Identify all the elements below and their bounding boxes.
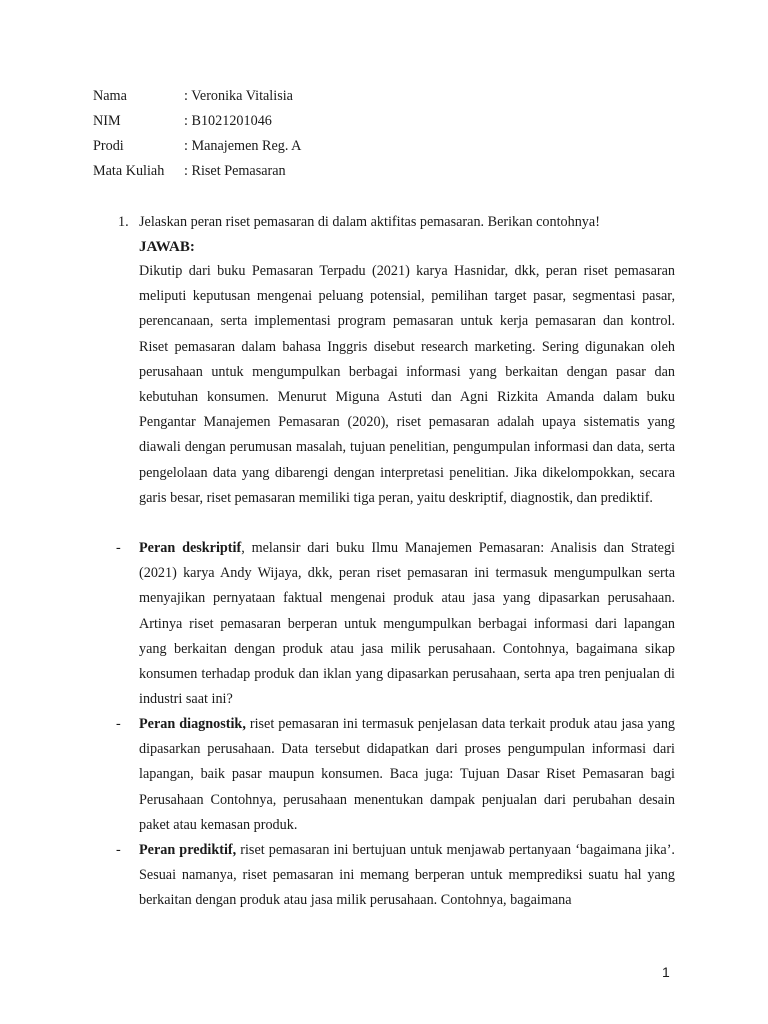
info-label: Nama — [93, 88, 127, 104]
question-text: Jelaskan peran riset pemasaran di dalam aktifitas pemasaran. Berikan contohnya! — [139, 214, 600, 230]
list-bullet: - — [116, 540, 121, 556]
list-item-diagnostik — [139, 712, 675, 838]
list-item-term: Peran prediktif, — [139, 842, 237, 858]
answer-intro-paragraph: Dikutip dari buku Pemasaran Terpadu (2021) karya Hasnidar, dkk, peran riset pemasaran meliputi keputusan mengenai peluang potensial, pemilihan target pasar, segmentasi pasar, perencanaan, serta implementasi program pemasaran untuk kerja pemasaran dan kontrol. Riset pemasaran dalam bahasa Inggris disebut research marketing. Sering digunakan oleh perusahaan untuk mengumpulkan berbagai informasi yang berkaitan dengan pasar dan kebutuhan konsumen. Menurut Miguna Astuti dan Agni Rizkita Amanda dalam buku Pengantar Manajemen Pemasaran (2020), riset pemasaran adalah upaya sistematis yang diawali dengan perumusan masalah, tujuan penelitian, pengumpulan informasi dan data, serta pengelolaan data yang dibarengi dengan interpretasi penelitian. Jika dikelompokkan, secara garis besar, riset pemasaran memiliki tiga peran, yaitu deskriptif, diagnostik, dan prediktif. — [139, 263, 675, 506]
list-bullet: - — [116, 842, 121, 858]
list-bullet: - — [116, 716, 121, 732]
student-info — [93, 86, 301, 186]
info-label: Mata Kuliah — [93, 163, 165, 179]
list-item-text: riset pemasaran ini bertujuan untuk menjawab pertanyaan ‘bagaimana jika’. Sesuai namanya, riset pemasaran ini memang berperan untuk memprediksi suatu hal yang berkaitan dengan produk atau jasa milik perusahaan. Contohnya, bagaimana — [139, 842, 675, 909]
info-row-nim — [93, 111, 301, 136]
answer-heading: JAWAB: — [139, 239, 195, 255]
info-value: : Veronika Vitalisia — [184, 88, 293, 104]
list-item-prediktif — [139, 838, 675, 914]
info-row-prodi — [93, 136, 301, 161]
list-item-term: Peran deskriptif — [139, 540, 242, 556]
info-label: Prodi — [93, 138, 124, 154]
info-label: NIM — [93, 113, 121, 129]
page-number: 1 — [662, 964, 670, 980]
question-number: 1. — [118, 214, 129, 230]
list-item-text: riset pemasaran ini termasuk penjelasan data terkait produk atau jasa yang dipasarkan perusahaan. Data tersebut didapatkan dari proses pengumpulan informasi dari lapangan, baik pasar maupun konsumen. Baca juga: Tujuan Dasar Riset Pemasaran bagi Perusahaan Contohnya, perusahaan menentukan dampak penjualan dari perubahan desain paket atau kemasan produk. — [139, 716, 676, 833]
list-item-text: , melansir dari buku Ilmu Manajemen Pemasaran: Analisis dan Strategi (2021) karya Andy Wijaya, dkk, peran riset pemasaran ini termasuk mengumpulkan serta menyajikan pernyataan faktual mengenai produk atau jasa yang dipasarkan perusahaan. Artinya riset pemasaran berperan untuk mengumpulkan berbagai informasi dari lapangan yang berkaitan dengan produk atau jasa milik perusahaan. Contohnya, bagaimana sikap konsumen terhadap produk dan iklan yang dipasarkan perusahaan, serta apa tren penjualan di industri saat ini? — [139, 540, 675, 708]
info-value: : Riset Pemasaran — [184, 163, 286, 179]
info-row-mata-kuliah — [93, 161, 301, 186]
list-item-term: Peran diagnostik, — [139, 716, 246, 732]
list-item-deskriptif — [139, 536, 675, 712]
info-row-nama — [93, 86, 301, 111]
info-value: : B1021201046 — [184, 113, 272, 129]
info-value: : Manajemen Reg. A — [184, 138, 302, 154]
